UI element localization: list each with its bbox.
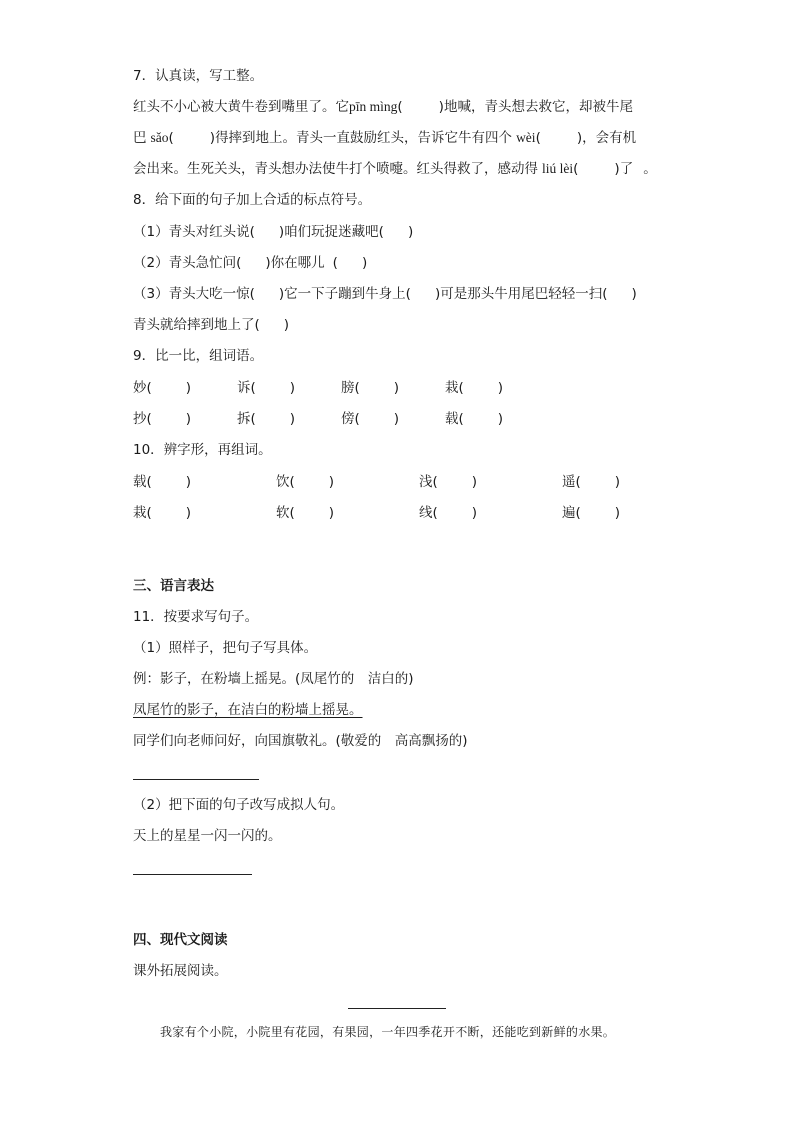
- q11-example: 例：影子，在粉墙上摇晃。(凤尾竹的 洁白的): [133, 671, 414, 687]
- q11-title: 11．按要求写句子。: [133, 609, 259, 625]
- reading-instruction: 课外拓展阅读。: [133, 963, 228, 979]
- q11-part-1: （1）照样子，把句子写具体。: [133, 640, 318, 656]
- answer-line[interactable]: [133, 779, 259, 780]
- q7-text: 会出来。生死关头，青头想办法使牛打个喷嚏。红头得救了，感动得: [133, 161, 538, 177]
- q10-item: 遥( ): [562, 474, 621, 490]
- q10-item: 线( ): [419, 505, 478, 521]
- q8-sentence-1: （1）青头对红头说( )咱们玩捉迷藏吧( ): [133, 224, 414, 240]
- pinyin: pīn mìng: [349, 99, 398, 114]
- q10-item: 软( ): [276, 505, 335, 521]
- q8-text: 你在哪儿: [270, 255, 325, 271]
- q10-item: 载( ): [133, 474, 192, 490]
- q9-item: 膀( ): [341, 380, 400, 396]
- q7-line-1: 红头不小心被大黄牛卷到嘴里了。它pīn mìng( )地喊，青头想去救它，却被牛尾: [133, 99, 633, 115]
- q9-item: 妙( ): [133, 380, 192, 396]
- q7-text: 红头不小心被大黄牛卷到嘴里了。它: [133, 99, 349, 115]
- q8-sentence-4: 青头就给摔到地上了( ): [133, 317, 290, 333]
- q7-text: 。: [643, 161, 657, 177]
- q8-title: 8．给下面的句子加上合适的标点符号。: [133, 192, 372, 208]
- q11-part-2: （2）把下面的句子改写成拟人句。: [133, 797, 345, 813]
- pinyin: sǎo: [150, 130, 169, 145]
- q10-item: 遍( ): [562, 505, 621, 521]
- q7-line-2: 巴 sǎo( )得摔到地上。青头一直鼓励红头，告诉它牛有四个 wèi( )，会有机: [133, 130, 637, 146]
- q8-text: （3）青头大吃一惊: [133, 286, 250, 302]
- q10-item: 饮( ): [276, 474, 335, 490]
- q8-sentence-3: （3）青头大吃一惊( )它一下子蹦到牛身上( )可是那头牛用尾巴轻轻一扫( ): [133, 286, 637, 302]
- reading-passage: 我家有个小院，小院里有花园，有果园，一年四季花开不断，还能吃到新鲜的水果。: [160, 1025, 616, 1039]
- section-heading-3: 三、语言表达: [133, 578, 214, 594]
- q7-text: 地喊，青头想去救它，却被牛尾: [443, 99, 633, 115]
- q8-text: 青头就给摔到地上了: [133, 317, 255, 333]
- q10-item: 浅( ): [419, 474, 478, 490]
- q8-text: （1）青头对红头说: [133, 224, 250, 240]
- section-heading-4: 四、现代文阅读: [133, 932, 228, 948]
- q9-item: 载( ): [445, 411, 504, 427]
- q8-text: 可是那头牛用尾巴轻轻一扫: [440, 286, 603, 302]
- q11-example-answer: 凤尾竹的影子，在洁白的粉墙上摇晃。: [133, 702, 363, 718]
- answer-line[interactable]: [133, 874, 252, 875]
- q7-line-3: 会出来。生死关头，青头想办法使牛打个喷嚏。红头得救了，感动得 liú lèi( )了 。: [133, 161, 657, 177]
- q8-text: （2）青头急忙问: [133, 255, 237, 271]
- q9-title: 9．比一比，组词语。: [133, 348, 264, 364]
- q7-text: 了: [619, 161, 634, 177]
- q10-item: 栽( ): [133, 505, 192, 521]
- q9-item: 拆( ): [237, 411, 296, 427]
- q9-item: 栽( ): [445, 380, 504, 396]
- title-blank-line[interactable]: [348, 1008, 446, 1009]
- q9-item: 抄( ): [133, 411, 192, 427]
- q7-text: ，会有机: [582, 130, 637, 146]
- pinyin: wèi: [516, 130, 536, 145]
- q8-text: 它一下子蹦到牛身上: [284, 286, 406, 302]
- q9-item: 傍( ): [341, 411, 400, 427]
- q7-text: 巴: [133, 130, 147, 146]
- q7-title: 7．认真读，写工整。: [133, 68, 264, 84]
- pinyin: liú lèi: [542, 161, 574, 176]
- q8-sentence-2: （2）青头急忙问( )你在哪儿 ( ): [133, 255, 368, 271]
- q8-text: 咱们玩捉迷藏吧: [284, 224, 379, 240]
- q11-task: 同学们向老师问好，向国旗敬礼。(敬爱的 高高飘扬的): [133, 733, 468, 749]
- q9-item: 诉( ): [237, 380, 296, 396]
- q11-sentence: 天上的星星一闪一闪的。: [133, 828, 282, 844]
- q10-title: 10．辨字形，再组词。: [133, 442, 272, 458]
- q7-text: 得摔到地上。青头一直鼓励红头，告诉它牛有四个: [215, 130, 513, 146]
